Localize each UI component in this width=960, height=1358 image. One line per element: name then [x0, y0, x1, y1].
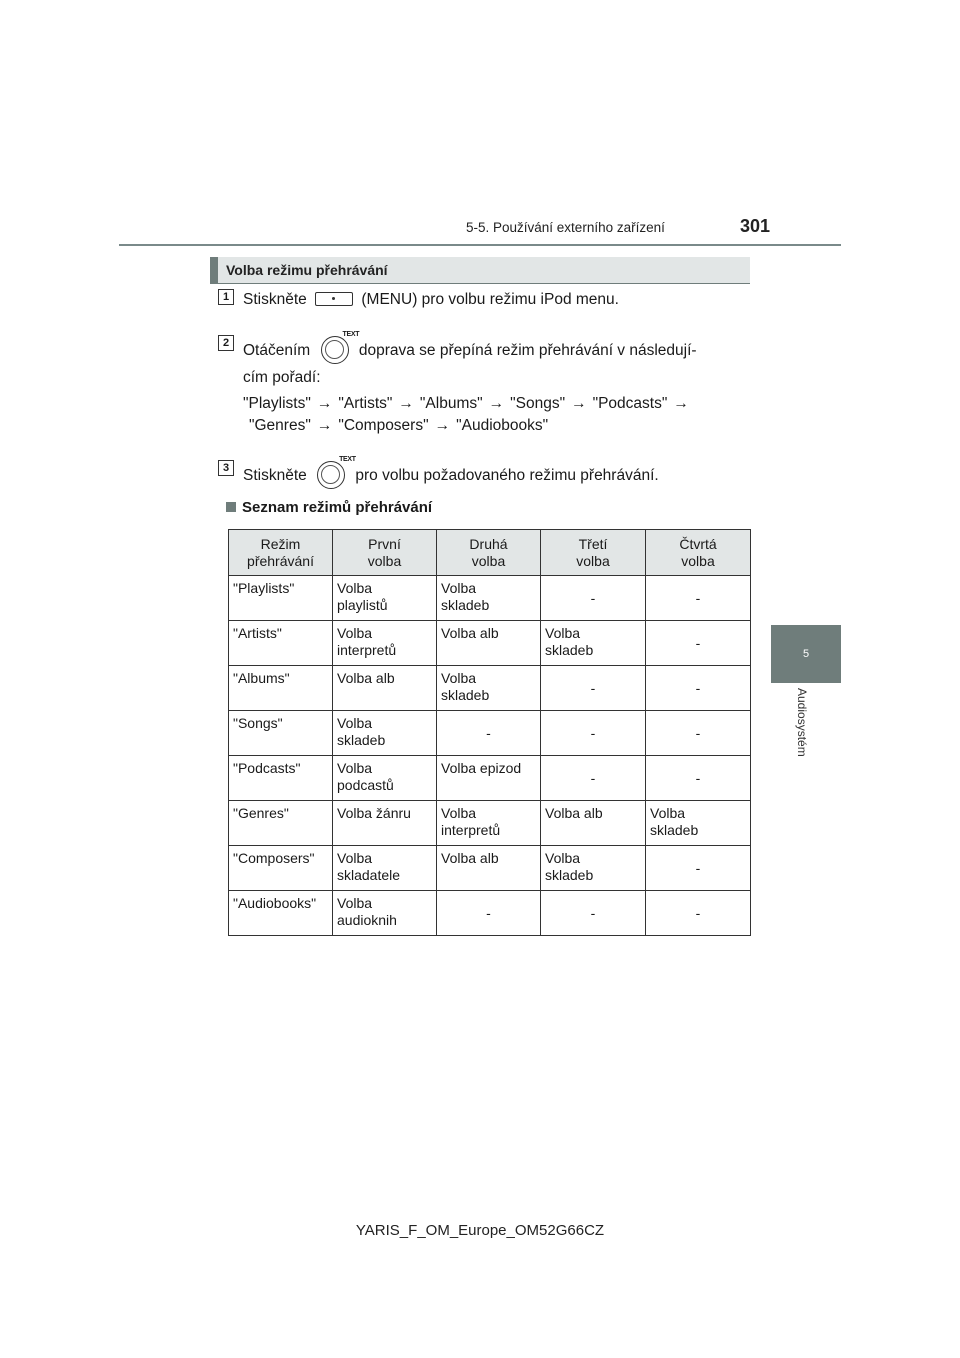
selection-cell: - — [646, 711, 751, 756]
arrow-right-icon: → — [571, 395, 587, 412]
sequence-item: "Composers" — [338, 417, 429, 434]
selection-cell: Volba alb — [437, 846, 541, 891]
table-header-row — [229, 530, 751, 576]
selection-cell: Volba alb — [333, 666, 437, 711]
playback-mode-table — [228, 529, 751, 936]
selection-cell: Volba skladeb — [541, 846, 646, 891]
selection-cell: Volba alb — [437, 621, 541, 666]
section-heading: Volba režimu přehrávání — [210, 257, 750, 283]
column-header: První volba — [333, 530, 437, 576]
page-number: 301 — [740, 216, 771, 236]
selection-cell: Volba skladeb — [646, 801, 751, 846]
sequence-item: "Songs" — [510, 395, 566, 412]
mode-cell: "Playlists" — [229, 576, 333, 621]
document-code: YARIS_F_OM_Europe_OM52G66CZ — [355, 1222, 605, 1239]
selection-cell: Volba skladeb — [541, 621, 646, 666]
mode-cell: "Audiobooks" — [229, 891, 333, 936]
selection-cell: Volba skladeb — [333, 711, 437, 756]
selection-cell: Volba alb — [541, 801, 646, 846]
selection-cell: - — [646, 576, 751, 621]
column-header: Třetí volba — [541, 530, 646, 576]
table-row — [229, 576, 751, 621]
step-1-before: Stiskněte — [243, 291, 307, 308]
sequence-item: "Podcasts" — [592, 395, 668, 412]
arrow-right-icon: → — [398, 395, 414, 412]
table-row — [229, 711, 751, 756]
menu-button-icon — [315, 292, 353, 306]
sequence-item: "Audiobooks" — [456, 417, 549, 434]
mode-cell: "Songs" — [229, 711, 333, 756]
mode-cell: "Composers" — [229, 846, 333, 891]
chapter-tab — [771, 625, 841, 683]
step-2-line2: cím pořadí: — [243, 369, 321, 386]
sequence-line-1 — [243, 394, 695, 414]
selection-cell: - — [646, 846, 751, 891]
step-2-after: doprava se přepíná režim přehrávání v následují- — [358, 342, 697, 359]
table-row — [229, 801, 751, 846]
selection-cell: - — [646, 756, 751, 801]
arrow-right-icon: → — [434, 417, 451, 434]
selection-cell: Volba podcastů — [333, 756, 437, 801]
sequence-item: "Albums" — [419, 395, 483, 412]
tune-select-knob-icon: TEXT — [321, 336, 349, 364]
selection-cell: - — [646, 621, 751, 666]
sub-heading-text: Seznam režimů přehrávání — [242, 499, 433, 516]
arrow-right-icon: → — [488, 395, 505, 412]
heading-rule — [210, 283, 750, 284]
step-2-text — [243, 331, 697, 364]
header-rule — [119, 244, 841, 246]
selection-cell: Volba interpretů — [333, 621, 437, 666]
selection-cell: Volba epizod — [437, 756, 541, 801]
selection-cell: - — [541, 756, 646, 801]
mode-cell: "Albums" — [229, 666, 333, 711]
selection-cell: - — [541, 891, 646, 936]
arrow-right-icon: → — [316, 395, 333, 412]
sequence-line-2 — [249, 416, 548, 436]
step-number-2: 2 — [218, 335, 234, 351]
selection-cell: - — [541, 576, 646, 621]
mode-cell: "Artists" — [229, 621, 333, 666]
chapter-number: 5 — [802, 648, 810, 660]
selection-cell: - — [646, 891, 751, 936]
step-3-after: pro volbu požadovaného režimu přehrávání. — [355, 467, 659, 484]
column-header: Čtvrtá volba — [646, 530, 751, 576]
sub-heading — [226, 499, 432, 516]
table-row — [229, 756, 751, 801]
tune-select-knob-icon: TEXT — [317, 461, 345, 489]
mode-cell: "Genres" — [229, 801, 333, 846]
table-row — [229, 666, 751, 711]
step-2-before: Otáčením — [243, 342, 311, 359]
selection-cell: Volba interpretů — [437, 801, 541, 846]
selection-cell: Volba skladatele — [333, 846, 437, 891]
step-1-after: (MENU) pro volbu režimu iPod menu. — [361, 291, 619, 308]
selection-cell: Volba žánru — [333, 801, 437, 846]
sequence-item: "Artists" — [338, 395, 393, 412]
selection-cell: Volba playlistů — [333, 576, 437, 621]
section-title: 5-5. Používání externího zařízení — [466, 220, 665, 235]
selection-cell: - — [541, 711, 646, 756]
step-3-before: Stiskněte — [243, 467, 307, 484]
selection-cell: - — [646, 666, 751, 711]
selection-cell: - — [541, 666, 646, 711]
selection-cell: Volba skladeb — [437, 576, 541, 621]
arrow-right-icon: → — [673, 395, 689, 412]
table-row — [229, 846, 751, 891]
chapter-label: Audiosystém — [795, 688, 809, 757]
sequence-item: "Genres" — [249, 417, 311, 434]
selection-cell: - — [437, 891, 541, 936]
square-bullet-icon — [226, 502, 236, 512]
mode-cell: "Podcasts" — [229, 756, 333, 801]
selection-cell: Volba audioknih — [333, 891, 437, 936]
step-1-text — [243, 290, 619, 310]
table-row — [229, 621, 751, 666]
step-3-text — [243, 456, 659, 489]
selection-cell: - — [437, 711, 541, 756]
sequence-item: "Playlists" — [243, 395, 311, 412]
table-row — [229, 891, 751, 936]
step-number-3: 3 — [218, 460, 234, 476]
column-header: Režim přehrávání — [229, 530, 333, 576]
column-header: Druhá volba — [437, 530, 541, 576]
arrow-right-icon: → — [316, 417, 333, 434]
selection-cell: Volba skladeb — [437, 666, 541, 711]
step-number-1: 1 — [218, 289, 234, 305]
